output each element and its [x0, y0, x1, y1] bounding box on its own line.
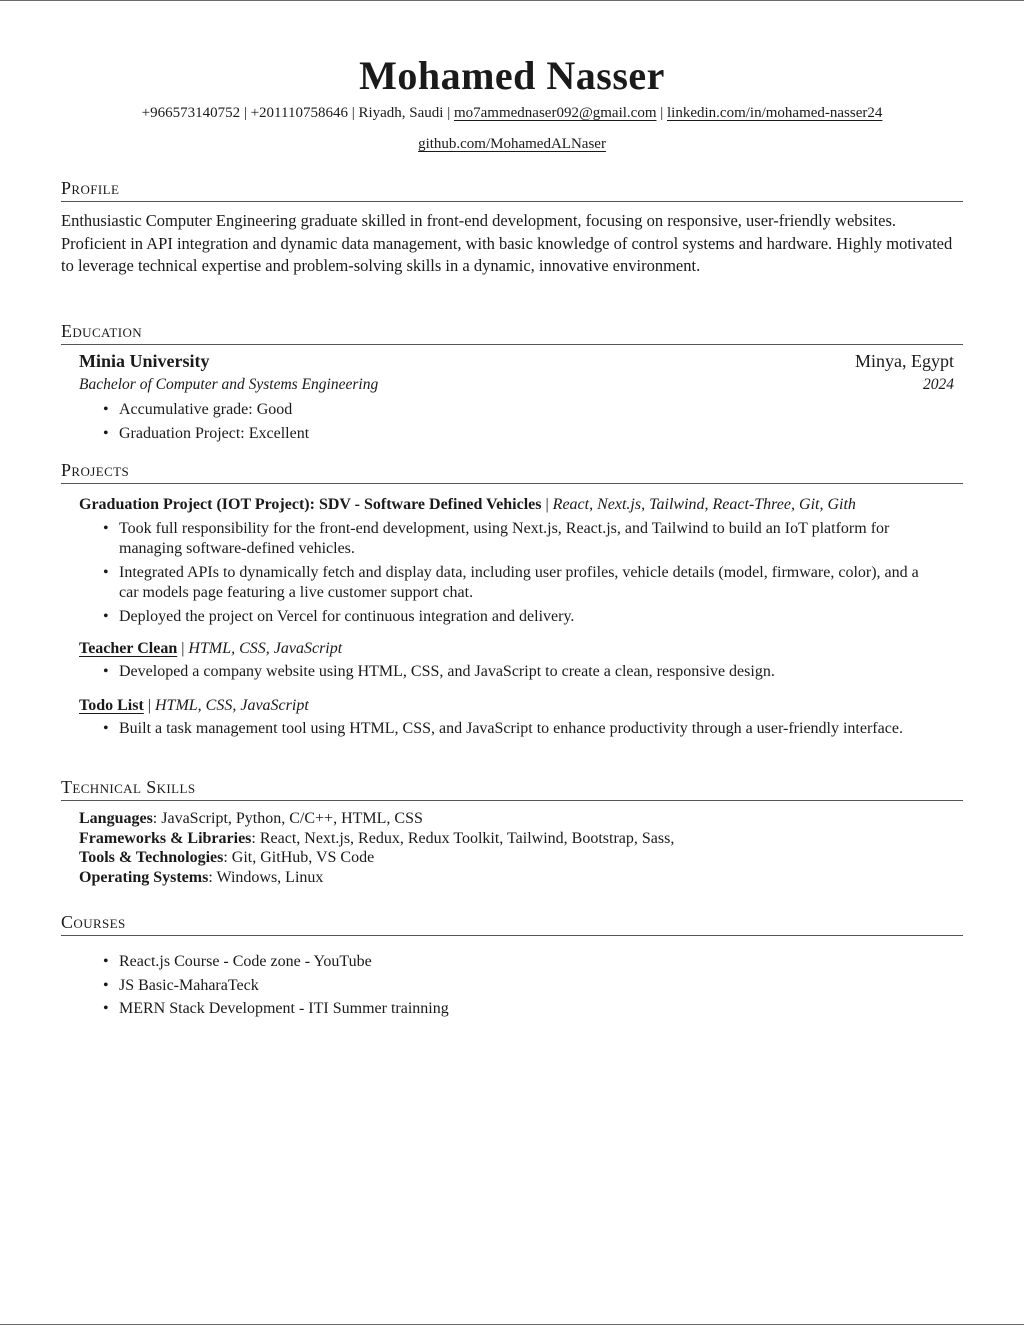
skill-label: Frameworks & Libraries — [79, 830, 252, 847]
separator: | — [243, 105, 247, 121]
project-bullets-sdv — [101, 519, 941, 627]
school-name: Minia University — [79, 351, 210, 371]
separator: | — [660, 105, 664, 121]
project-bullets-todo-list — [101, 719, 941, 739]
skill-value: Windows, Linux — [216, 869, 324, 886]
list-item: • Took full responsibility for the front-end development, using Next.js, React.js, and Tailwind to build an IoT platform for managing software-defined vehicles. — [101, 519, 941, 559]
separator: | — [545, 496, 549, 513]
section-title-education: Education — [61, 320, 963, 345]
contact-line-2 — [60, 133, 964, 155]
education-degree-row — [79, 376, 954, 394]
list-item: • Integrated APIs to dynamically fetch and display data, including user profiles, vehicle details (model, firmware, color), and a car models page featuring a live customer support chat. — [101, 563, 941, 603]
linkedin-link[interactable]: linkedin.com/in/mohamed-nasser24 — [667, 105, 883, 121]
skill-row-tools: Tools & Technologies: Git, GitHub, VS Code — [79, 849, 375, 866]
graduation-year: 2024 — [923, 376, 954, 393]
project-name-link[interactable]: Teacher Clean — [79, 640, 178, 657]
project-tech: HTML, CSS, JavaScript — [188, 640, 343, 657]
project-name: Graduation Project (IOT Project): SDV - Software Defined Vehicles — [79, 496, 542, 513]
list-item: • Built a task management tool using HTML, CSS, and JavaScript to enhance productivity through a user-friendly interface. — [101, 719, 941, 739]
skill-label: Languages — [79, 810, 153, 827]
skill-value: Git, GitHub, VS Code — [231, 849, 375, 866]
skill-value: JavaScript, Python, C/C++, HTML, CSS — [161, 810, 423, 827]
candidate-name: Mohamed Nasser — [359, 53, 665, 98]
project-title-sdv — [79, 494, 856, 516]
project-title-todo-list — [79, 695, 309, 717]
list-item: • Deployed the project on Vercel for continuous integration and delivery. — [101, 607, 941, 627]
section-title-skills: Technical Skills — [61, 776, 963, 801]
profile-summary: Enthusiastic Computer Engineering graduate skilled in front-end development, focusing on responsive, user-friendly websites. Proficient in API integration and dynamic data management, with basic knowledge of control systems and hardware. Highly motivated to leverage technical expertise and problem-solving skills in a dynamic, innovative environment. — [61, 211, 953, 276]
list-item: • JS Basic-MaharaTeck — [101, 974, 941, 998]
location: Riyadh, Saudi — [358, 105, 444, 121]
phone-secondary: +201110758646 — [250, 105, 348, 121]
education-header-row — [79, 351, 954, 372]
phone-primary: +966573140752 — [141, 105, 241, 121]
list-item: • MERN Stack Development - ITI Summer trainning — [101, 997, 941, 1021]
section-title-projects: Projects — [61, 459, 963, 484]
project-bullets-teacher-clean — [101, 662, 941, 682]
skill-row-frameworks: Frameworks & Libraries: React, Next.js, Redux, Redux Toolkit, Tailwind, Bootstrap, Sass, — [79, 830, 675, 847]
separator: | — [351, 105, 355, 121]
list-item: • Graduation Project: Excellent — [101, 422, 941, 446]
skill-row-languages: Languages: JavaScript, Python, C/C++, HTML, CSS — [79, 810, 423, 827]
courses-list — [101, 950, 941, 1021]
email-link[interactable]: mo7ammednaser092@gmail.com — [453, 105, 657, 121]
section-title-courses: Courses — [61, 911, 963, 936]
project-tech: React, Next.js, Tailwind, React-Three, Git, Gith — [552, 496, 856, 513]
list-item: • Developed a company website using HTML, CSS, and JavaScript to create a clean, responsive design. — [101, 662, 941, 682]
degree-title: Bachelor of Computer and Systems Engineering — [79, 376, 379, 393]
section-title-profile: Profile — [61, 177, 963, 202]
github-link[interactable]: github.com/MohamedALNaser — [418, 136, 606, 152]
separator: | — [181, 640, 185, 657]
skill-label: Tools & Technologies — [79, 849, 224, 866]
list-item: • React.js Course - Code zone - YouTube — [101, 950, 941, 974]
school-location: Minya, Egypt — [855, 351, 954, 371]
project-title-teacher-clean — [79, 638, 342, 660]
separator: | — [147, 697, 151, 714]
skill-value: React, Next.js, Redux, Redux Toolkit, Tailwind, Bootstrap, Sass, — [259, 830, 675, 847]
education-bullets — [101, 398, 941, 446]
skill-label: Operating Systems — [79, 869, 209, 886]
project-tech: HTML, CSS, JavaScript — [154, 697, 309, 714]
skill-row-os: Operating Systems: Windows, Linux — [79, 869, 324, 886]
project-name-link[interactable]: Todo List — [79, 697, 144, 714]
contact-line — [60, 102, 964, 124]
separator: | — [447, 105, 451, 121]
list-item: • Accumulative grade: Good — [101, 398, 941, 422]
